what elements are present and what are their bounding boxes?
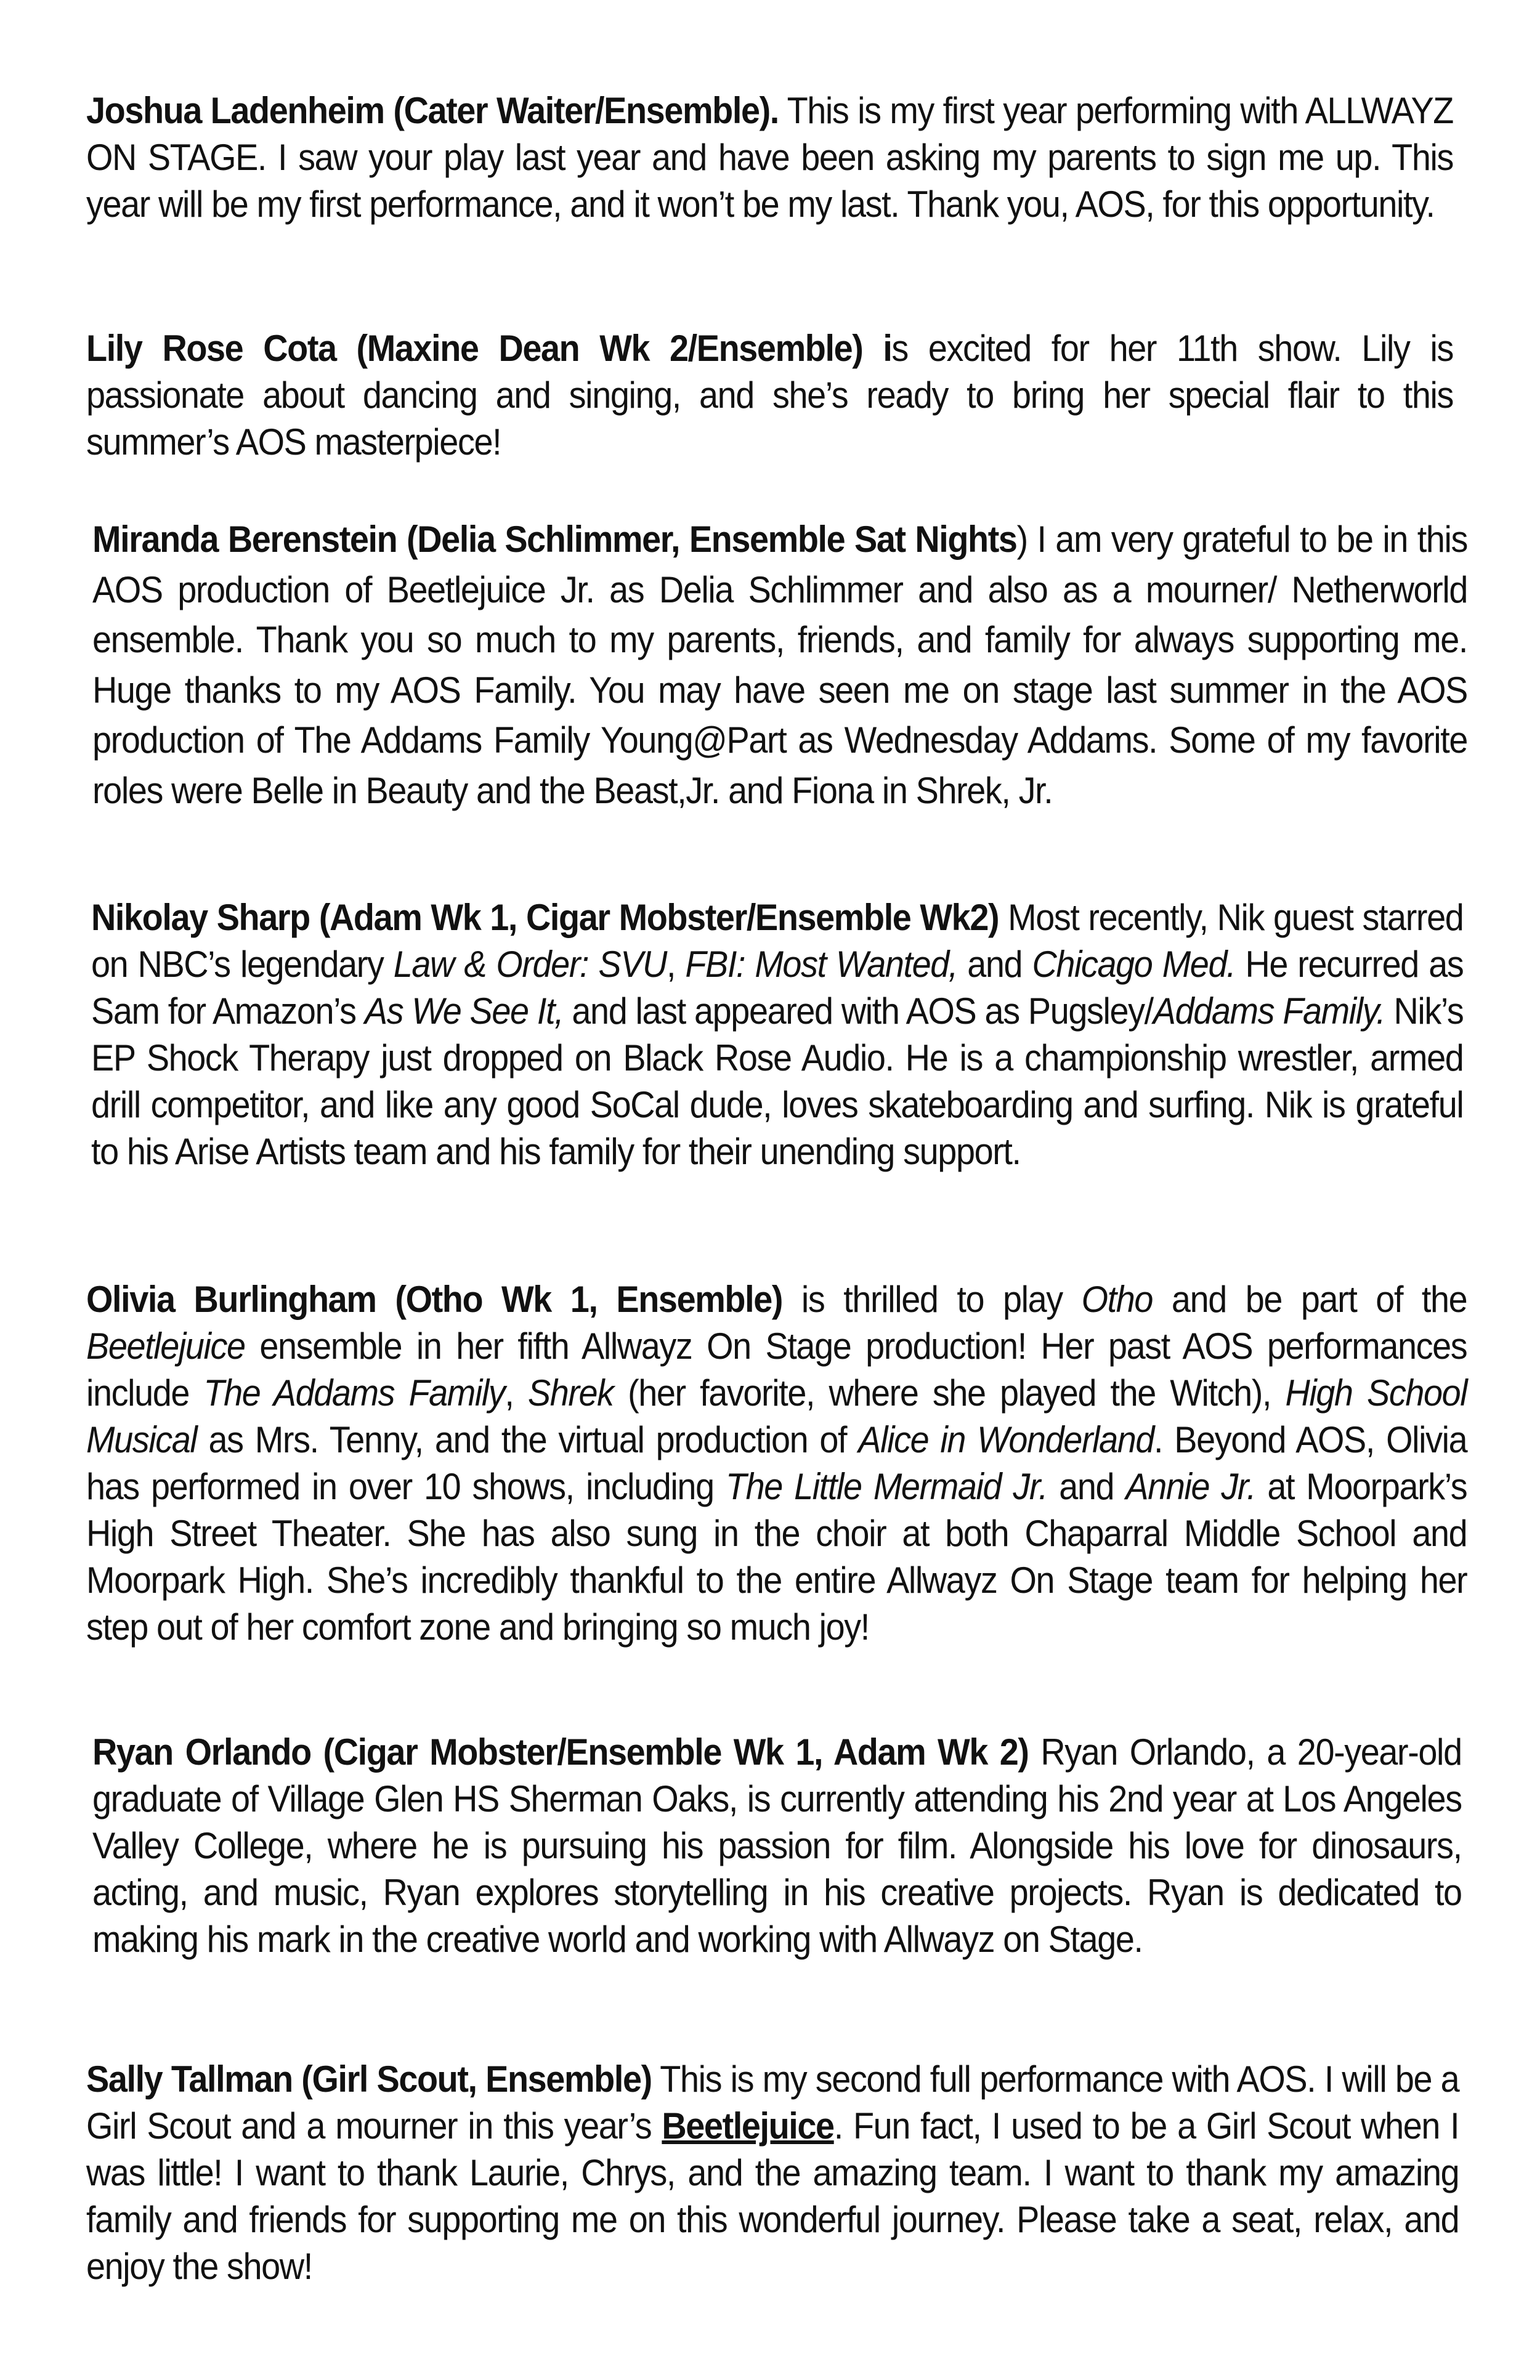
bio-text: He recurred as Sam for Amazon’s xyxy=(91,944,1464,1032)
bio-text: (her favorite, where she played the Witch), xyxy=(613,1372,1286,1414)
bio-text: ) I am very grateful to be in this AOS production of Beetlejuice Jr. as Delia Schlimmer and also as a mourner/ Netherworld ensemble. Thank you so much to my parents, friends, and family for always supporting me. Huge thanks to my AOS Family. You may have seen me on stage last summer in the AOS production of The Addams Family Young@Part as Wednesday Addams. Some of my favorite roles were Belle in Beauty and the Beast,Jr. and Fiona in Shrek, Jr. xyxy=(92,519,1467,811)
bio-text: at Moorpark’s High Street Theater. She has also sung in the choir at both Chaparral Middle School and Moorpark High. She’s incredibly thankful to the entire Allwayz On Stage team for helping her step out of her comfort zone and bringing so much joy! xyxy=(86,1466,1467,1648)
bio-name-role: Nikolay Sharp (Adam Wk 1, Cigar Mobster/Ensemble Wk2) xyxy=(91,897,999,938)
credit-title: As We See It, xyxy=(364,990,564,1032)
bio-text: This is my first year performing with ALLWAYZ ON STAGE. I saw your play last year and have been asking my parents to sign me up. This year will be my first performance, and it won’t be my last. Thank you, AOS, for this opportunity. xyxy=(86,90,1453,225)
bio-name-role: Lily Rose Cota (Maxine Dean Wk 2/Ensemble) i xyxy=(86,328,892,369)
credit-title: Beetlejuice xyxy=(86,1326,245,1367)
credit-title: Annie Jr. xyxy=(1125,1466,1256,1507)
bio-text: . Fun fact, I used to be a Girl Scout when I was little! I want to thank Laurie, Chrys, and the amazing team. I want to thank my amazing family and friends for supporting me on this wonderful journey. Please take a seat, relax, and enjoy the show! xyxy=(86,2105,1459,2287)
credit-title: Chicago Med. xyxy=(1032,944,1236,985)
bio-name-role: Miranda Berenstein (Delia Schlimmer, Ensemble Sat Nights xyxy=(92,519,1017,560)
bio-text: as Mrs. Tenny, and the virtual production of xyxy=(197,1419,859,1460)
bio-text: , xyxy=(666,944,686,985)
bio-text: s excited for her 11th show. Lily is passionate about dancing and singing, and she’s ready to bring her special flair to this summer’s AOS masterpiece! xyxy=(86,328,1453,463)
show-title: Beetlejuice xyxy=(662,2105,834,2147)
bio-sally-tallman xyxy=(86,2056,1459,2290)
bio-name-role: Joshua Ladenheim (Cater Waiter/Ensemble). xyxy=(86,90,779,131)
credit-title: Otho xyxy=(1081,1279,1153,1320)
bio-lily-rose-cota xyxy=(86,325,1453,466)
bio-text: This is my second full performance with AOS. I will be a Girl Scout and a mourner in this year’s xyxy=(86,2058,1459,2147)
credit-title: High School Musical xyxy=(86,1372,1467,1460)
bio-text: and last appeared with AOS as Pugsley/ xyxy=(563,990,1153,1032)
bio-nikolay-sharp xyxy=(91,894,1463,1175)
bio-text: Most recently, Nik guest starred on NBC’s legendary xyxy=(91,897,1464,985)
credit-title: The Addams Family xyxy=(203,1372,505,1414)
credit-title: Law & Order: SVU xyxy=(393,944,667,985)
bio-text: . Beyond AOS, Olivia has performed in over 10 shows, including xyxy=(86,1419,1467,1507)
bio-name-role: Olivia Burlingham (Otho Wk 1, Ensemble) xyxy=(86,1279,783,1320)
credit-title: Alice in Wonderland xyxy=(858,1419,1154,1460)
credit-title: Shrek xyxy=(527,1372,614,1414)
bio-text: and xyxy=(1047,1466,1126,1507)
bio-ryan-orlando xyxy=(92,1729,1462,1963)
bio-text: Nik’s EP Shock Therapy just dropped on Black Rose Audio. He is a championship wrestler, armed drill competitor, and like any good SoCal dude, loves skateboarding and surfing. Nik is grateful to his Arise Artists team and his family for their unending support. xyxy=(91,990,1464,1172)
credit-title: Addams Family. xyxy=(1153,990,1385,1032)
bio-joshua-ladenheim xyxy=(86,87,1453,228)
credit-title: The Little Mermaid Jr. xyxy=(725,1466,1048,1507)
bio-name-role: Ryan Orlando (Cigar Mobster/Ensemble Wk 1, Adam Wk 2) xyxy=(92,1731,1029,1773)
bio-text: and xyxy=(957,944,1032,985)
bio-olivia-burlingham xyxy=(86,1276,1467,1651)
bio-name-role: Sally Tallman (Girl Scout, Ensemble) xyxy=(86,2058,652,2100)
bio-text: and be part of the xyxy=(1153,1279,1467,1320)
bio-miranda-berenstein xyxy=(92,514,1467,816)
bio-text: Ryan Orlando, a 20-year-old graduate of Village Glen HS Sherman Oaks, is currently attending his 2nd year at Los Angeles Valley College, where he is pursuing his passion for film. Alongside his love for dinosaurs, acting, and music, Ryan explores storytelling in his creative projects. Ryan is dedicated to making his mark in the creative world and working with Allwayz on Stage. xyxy=(92,1731,1462,1960)
bio-text: , xyxy=(505,1372,528,1414)
bio-text: is thrilled to play xyxy=(782,1279,1082,1320)
bio-text: ensemble in her fifth Allwayz On Stage production! Her past AOS performances include xyxy=(86,1326,1467,1414)
credit-title: FBI: Most Wanted, xyxy=(685,944,958,985)
